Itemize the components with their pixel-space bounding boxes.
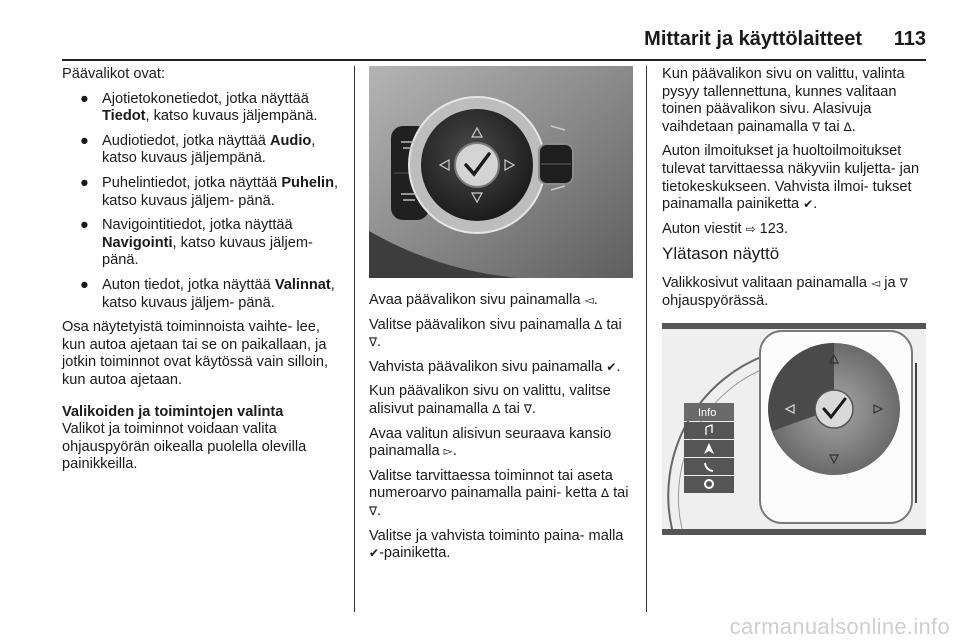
up-arrow-icon: ∆ [492, 401, 501, 416]
down-arrow-icon: ∇ [523, 401, 532, 416]
up-arrow-icon: ∆ [594, 317, 603, 332]
instrument-display-photo [662, 323, 926, 535]
up-arrow-icon: ∆ [843, 119, 852, 134]
list-item: ● Puhelintiedot, jotka näyttää Puhelin, katso kuvaus jäljem- pänä. [80, 174, 339, 209]
instruction-open-folder: Avaa valitun alisivun seuraava kansio painamalla ▻. [369, 425, 612, 460]
down-arrow-icon: ∇ [369, 503, 378, 518]
instruction-confirm-main: Vahvista päävalikon sivu painamalla ✔. [369, 358, 621, 375]
vehicle-messages-reference: Auton viestit ⇨ 123. [662, 220, 789, 237]
page-header [62, 28, 926, 60]
down-arrow-icon: ∇ [899, 275, 908, 290]
main-menu-list [62, 91, 344, 313]
column-1 [62, 66, 344, 481]
list-item: ● Navigointitiedot, jotka näyttää Navigointi, katso kuvaus jäljem- pänä. [80, 217, 313, 269]
subheading-paragraph: Valikot ja toiminnot voidaan valita ohjauspyörän oikealla puolella olevilla painikkeilla. [62, 421, 307, 473]
check-icon: ✔ [803, 197, 814, 212]
subpage-paragraph: Kun päävalikon sivu on valittu, valinta pysyy tallennettuna, kunnes valitaan toinen päävalikon sivu. Alasivuja vaihdetaan painamalla ∇ tai ∆. [662, 66, 905, 135]
up-arrow-icon: ∆ [601, 486, 610, 501]
check-icon: ✔ [369, 546, 380, 561]
section-heading: Ylätason näyttö [662, 244, 780, 264]
instruction-confirm-function: Valitse ja vahvista toiminto paina- malla ✔-painiketta. [369, 527, 624, 562]
notifications-paragraph: Auton ilmoitukset ja huoltoilmoitukset tulevat tarvittaessa näkyviin kuljetta- jan tietokeskukseen. Vahvista ilmoi- tukset painamalla painiketta ✔. [662, 143, 920, 213]
page-reference-icon: ⇨ [745, 221, 756, 236]
steering-wheel-controls-photo [369, 66, 633, 278]
list-item: ● Audiotiedot, jotka näyttää Audio, katso kuvaus jäljempänä. [80, 132, 316, 167]
instruction-select-main: Valitse päävalikon sivu painamalla ∆ tai ∇. [369, 316, 622, 351]
menu-label-info: Info [698, 407, 717, 420]
instruction-open-main: Avaa päävalikon sivu painamalla ◅. [369, 292, 598, 308]
column-divider-right [646, 66, 647, 612]
instruction-select-subpages: Kun päävalikon sivu on valittu, valitse alisivut painamalla ∆ tai ∇. [369, 383, 611, 417]
instruction-set-value: Valitse tarvittaessa toiminnot tai aseta numeroarvo painamalla paini- ketta ∆ tai ∇. [369, 467, 629, 519]
left-arrow-icon: ◅ [871, 275, 881, 290]
column-2 [369, 66, 633, 570]
check-icon: ✔ [606, 359, 617, 374]
page-title: Mittarit ja käyttölaitteet [644, 28, 862, 50]
down-arrow-icon: ∇ [812, 119, 821, 134]
menu-intro: Päävalikot ovat: [62, 66, 166, 82]
left-arrow-icon: ◅ [584, 293, 594, 307]
page-number: 113 [893, 28, 926, 50]
right-arrow-icon: ▻ [443, 444, 453, 459]
column-3 [662, 66, 928, 535]
down-arrow-icon: ∇ [369, 335, 378, 350]
header-rule [62, 59, 926, 61]
column-divider-left [354, 66, 355, 612]
list-item: ● Ajotietokonetiedot, jotka näyttää Tiedot, katso kuvaus jäljempänä. [80, 90, 318, 125]
watermark: carmanualsonline.info [729, 614, 950, 639]
subheading: Valikoiden ja toimintojen valinta [62, 403, 284, 420]
info-paragraph: Osa näytetyistä toiminnoista vaihte- lee, kun autoa ajetaan tai se on paikallaan, ja jotkin toiminnot ovat käytössä vain silloin, kun autoa ajetaan. [62, 319, 329, 388]
list-item: ● Auton tiedot, jotka näyttää Valinnat, katso kuvaus jäljem- pänä. [80, 276, 335, 311]
top-level-paragraph: Valikkosivut valitaan painamalla ◅ ja ∇ ohjauspyörässä. [662, 274, 908, 309]
